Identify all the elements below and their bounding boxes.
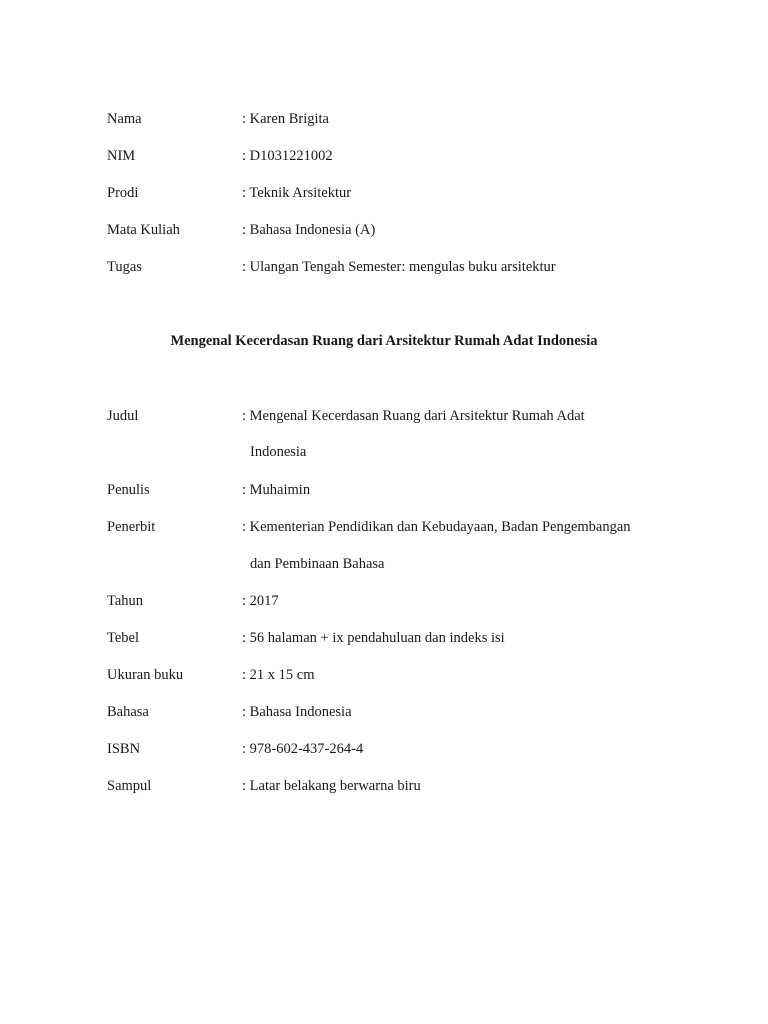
book-bahasa-row (107, 702, 687, 722)
book-tebel-value: : 56 halaman + ix pendahuluan dan indeks isi (242, 630, 505, 646)
book-ukuran-row (107, 665, 687, 685)
student-prodi-label: Prodi (107, 185, 139, 201)
student-course-label: Mata Kuliah (107, 222, 180, 238)
student-prodi-value: : Teknik Arsitektur (242, 185, 352, 201)
book-judul-continuation: Indonesia (250, 444, 307, 460)
book-sampul-label: Sampul (107, 778, 152, 794)
student-nim-value: : D1031221002 (242, 148, 333, 164)
book-penerbit-label: Penerbit (107, 519, 156, 535)
document-title: Mengenal Kecerdasan Ruang dari Arsitektur Rumah Adat Indonesia (170, 333, 598, 349)
book-isbn-row (107, 739, 687, 759)
book-tebel-label: Tebel (107, 630, 139, 646)
book-ukuran-value: : 21 x 15 cm (242, 667, 315, 683)
student-name-row (107, 109, 687, 129)
book-penulis-row (107, 480, 687, 500)
book-penulis-value: : Muhaimin (242, 482, 311, 498)
book-isbn-label: ISBN (107, 741, 141, 757)
book-penerbit-value: : Kementerian Pendidikan dan Kebudayaan, Badan Pengembangan (242, 519, 631, 535)
book-sampul-value: : Latar belakang berwarna biru (242, 778, 421, 794)
book-judul-value: : Mengenal Kecerdasan Ruang dari Arsitektur Rumah Adat (242, 408, 585, 424)
book-sampul-row (107, 776, 687, 796)
student-name-label: Nama (107, 111, 142, 127)
book-tebel-row (107, 628, 687, 648)
book-penerbit-row (107, 517, 687, 537)
student-course-value: : Bahasa Indonesia (A) (242, 222, 376, 238)
book-tahun-value: : 2017 (242, 593, 279, 609)
book-tahun-label: Tahun (107, 593, 144, 609)
book-ukuran-label: Ukuran buku (107, 667, 184, 683)
student-prodi-row (107, 183, 687, 203)
student-task-row (107, 257, 687, 277)
book-penulis-label: Penulis (107, 482, 150, 498)
book-judul-row (107, 406, 687, 426)
student-name-value: : Karen Brigita (242, 111, 329, 127)
book-penerbit-continuation: dan Pembinaan Bahasa (250, 556, 385, 572)
student-task-value: : Ulangan Tengah Semester: mengulas buku arsitektur (242, 259, 556, 275)
student-nim-row (107, 146, 687, 166)
student-nim-label: NIM (107, 148, 136, 164)
book-isbn-value: : 978-602-437-264-4 (242, 741, 364, 757)
student-task-label: Tugas (107, 259, 142, 275)
book-judul-label: Judul (107, 408, 139, 424)
book-bahasa-value: : Bahasa Indonesia (242, 704, 352, 720)
book-tahun-row (107, 591, 687, 611)
book-bahasa-label: Bahasa (107, 704, 149, 720)
student-course-row (107, 220, 687, 240)
